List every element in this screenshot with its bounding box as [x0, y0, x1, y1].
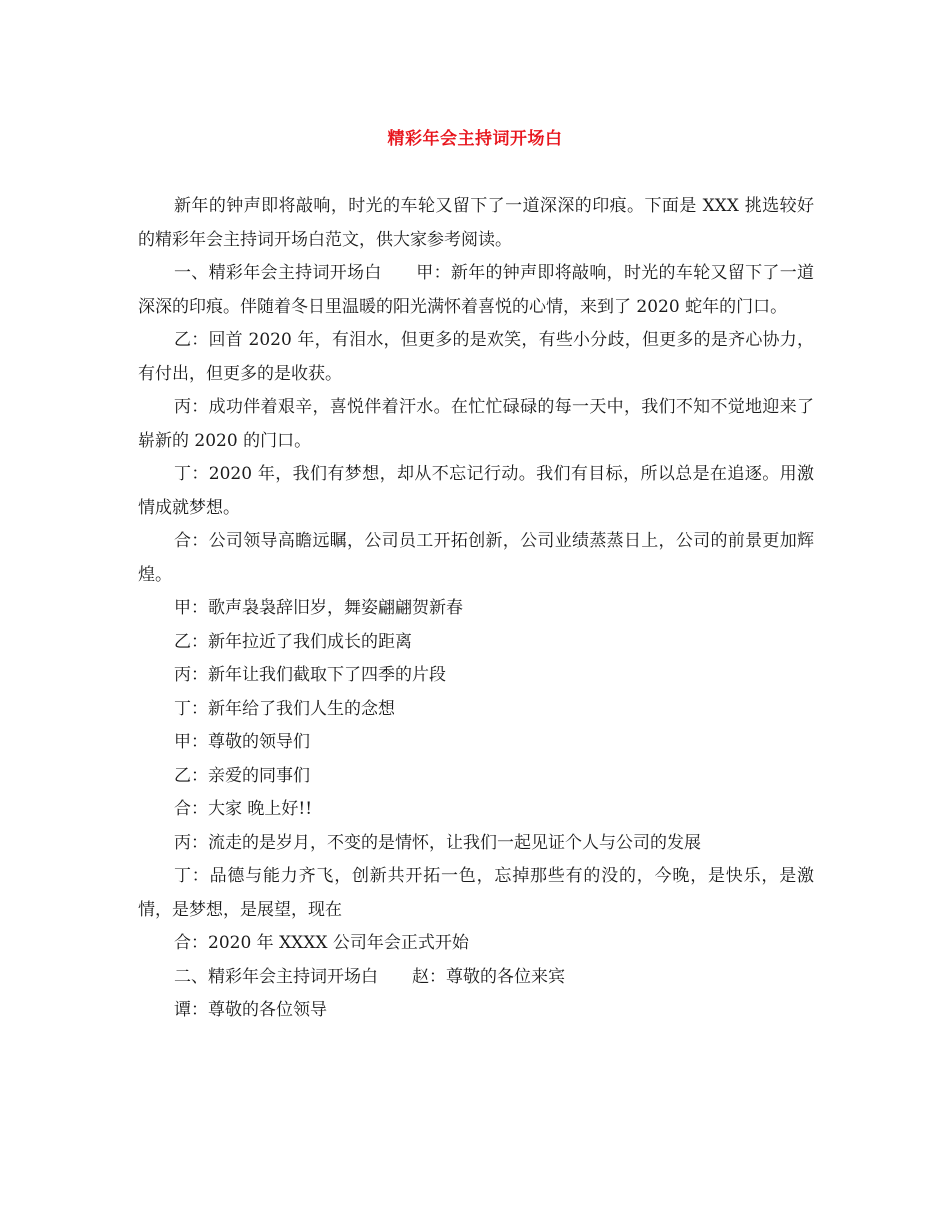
paragraph: 乙：亲爱的同事们: [174, 765, 310, 786]
document-body: [138, 190, 814, 1028]
paragraph: 丁：品德与能力齐飞，创新共开拓一色，忘掉那些有的没的，今晚，是快乐，是激情，是梦想，是展望，现在: [138, 866, 814, 920]
paragraph: 乙：回首 2020 年，有泪水，但更多的是欢笑，有些小分歧，但更多的是齐心协力，有付出，但更多的是收获。: [138, 330, 814, 384]
paragraph: 甲：尊敬的领导们: [174, 732, 310, 752]
paragraph: 合：2020 年 XXXX 公司年会正式开始: [174, 933, 469, 953]
paragraph: 丁：2020 年，我们有梦想，却从不忘记行动。我们有目标，所以总是在追逐。用激情成就梦想。: [138, 464, 814, 518]
paragraph: 一、精彩年会主持词开场白 甲：新年的钟声即将敲响，时光的车轮又留下了一道深深的印痕。伴随着冬日里温暖的阳光满怀着喜悦的心情，来到了 2020 蛇年的门口。: [138, 263, 814, 317]
document-title: 精彩年会主持词开场白: [387, 129, 563, 149]
paragraph: 丁：新年给了我们人生的念想: [174, 698, 395, 719]
paragraph: 谭：尊敬的各位领导: [174, 1000, 327, 1020]
paragraph: 乙：新年拉近了我们成长的距离: [174, 631, 412, 652]
paragraph: 新年的钟声即将敲响，时光的车轮又留下了一道深深的印痕。下面是 XXX 挑选较好的精彩年会主持词开场白范文，供大家参考阅读。: [138, 196, 814, 250]
paragraph: 丙：流走的是岁月，不变的是情怀，让我们一起见证个人与公司的发展: [174, 832, 701, 853]
paragraph: 丙：新年让我们截取下了四季的片段: [174, 665, 446, 685]
paragraph: 甲：歌声袅袅辞旧岁，舞姿翩翩贺新春: [174, 598, 463, 618]
paragraph: 合：公司领导高瞻远瞩，公司员工开拓创新，公司业绩蒸蒸日上，公司的前景更加辉煌。: [138, 531, 814, 585]
paragraph: 二、精彩年会主持词开场白 赵：尊敬的各位来宾: [174, 966, 565, 987]
paragraph: 丙：成功伴着艰辛，喜悦伴着汗水。在忙忙碌碌的每一天中，我们不知不觉地迎来了崭新的 2020 的门口。: [138, 397, 814, 451]
paragraph: 合：大家 晚上好!!: [174, 799, 313, 819]
